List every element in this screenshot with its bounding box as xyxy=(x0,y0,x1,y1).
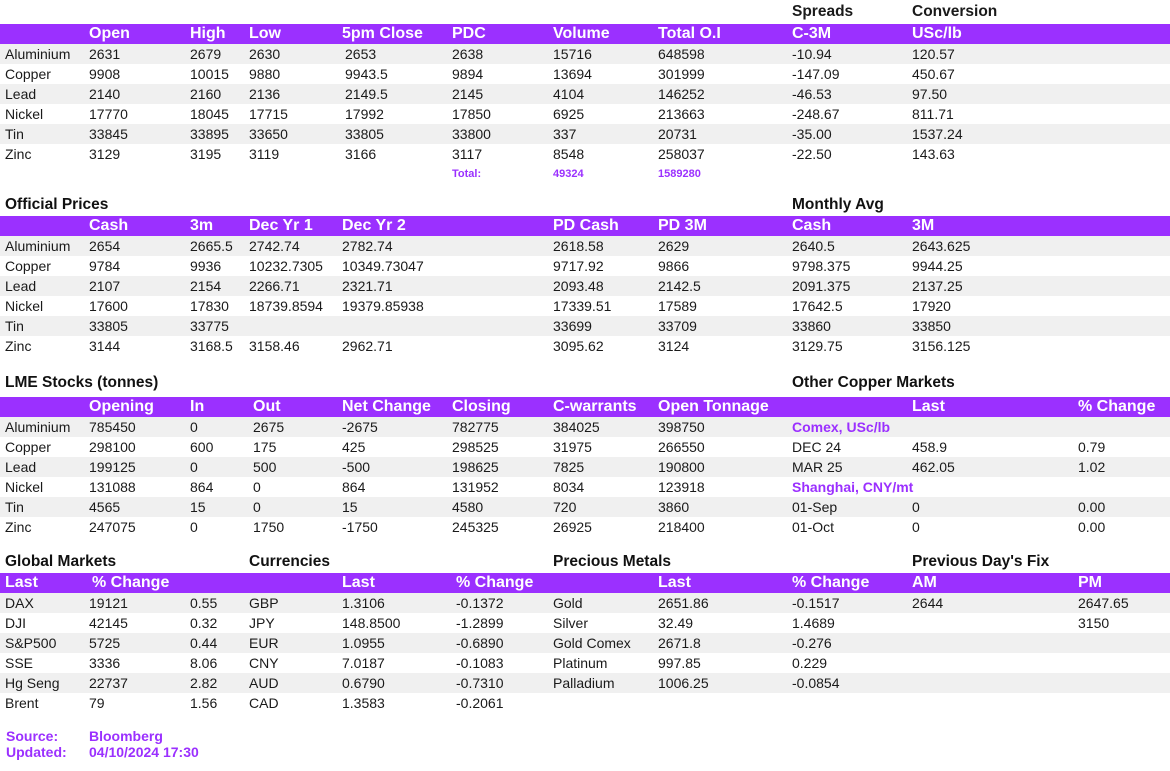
table-cell: 199125 xyxy=(89,459,136,475)
table-cell: 258037 xyxy=(658,146,705,162)
table-cell: 2644 xyxy=(912,595,944,611)
table-cell: 3144 xyxy=(89,338,121,354)
table-cell: 1750 xyxy=(253,519,285,535)
stocks-header-bar xyxy=(0,397,1170,417)
table-cell: 782775 xyxy=(452,419,499,435)
table-cell: 2742.74 xyxy=(249,238,300,254)
table-cell: 148.8500 xyxy=(342,615,401,631)
table-cell: JPY xyxy=(249,615,275,631)
table-cell: 0 xyxy=(912,499,920,515)
table-cell: 4565 xyxy=(89,499,121,515)
source-value: Bloomberg xyxy=(89,728,163,744)
table-cell: 9866 xyxy=(658,258,690,274)
table-cell: Zinc xyxy=(5,146,32,162)
table-cell: Hg Seng xyxy=(5,675,60,691)
table-cell: GBP xyxy=(249,595,279,611)
table-cell: 0.44 xyxy=(190,635,218,651)
table-cell: 17339.51 xyxy=(553,298,612,314)
table-cell: -22.50 xyxy=(792,146,832,162)
table-cell: 9943.5 xyxy=(345,66,388,82)
table-cell: 811.71 xyxy=(912,106,954,122)
col-header: Volume xyxy=(553,25,610,42)
col-header: % Change xyxy=(792,574,870,591)
table-cell: 97.50 xyxy=(912,86,948,102)
total-label: Total: xyxy=(452,168,482,180)
col-header: Low xyxy=(249,25,281,42)
table-cell: 2154 xyxy=(190,278,222,294)
table-cell: 2651.86 xyxy=(658,595,709,611)
table-cell: 3124 xyxy=(658,338,690,354)
row-stripe xyxy=(0,497,1170,517)
table-cell: 384025 xyxy=(553,419,600,435)
table-cell: 2671.8 xyxy=(658,635,701,651)
table-cell: CNY xyxy=(249,655,279,671)
col-header: PD 3M xyxy=(658,217,707,234)
table-cell: 33850 xyxy=(912,318,951,334)
table-cell: 2640.5 xyxy=(792,238,835,254)
table-cell: -0.1517 xyxy=(792,595,840,611)
table-cell: 1.0955 xyxy=(342,635,385,651)
col-header: In xyxy=(190,398,205,415)
table-cell: 0.79 xyxy=(1078,439,1106,455)
table-cell: Tin xyxy=(5,499,24,515)
table-cell: 2647.65 xyxy=(1078,595,1129,611)
col-header: Last xyxy=(342,574,375,591)
col-header: % Change xyxy=(1078,398,1156,415)
table-cell: Silver xyxy=(553,615,589,631)
table-cell: Aluminium xyxy=(5,46,71,62)
table-cell: 3166 xyxy=(345,146,377,162)
currencies-title: Currencies xyxy=(249,553,330,570)
table-cell: 15716 xyxy=(553,46,592,62)
global-markets-title: Global Markets xyxy=(5,553,117,570)
table-cell: 198625 xyxy=(452,459,499,475)
table-cell: 0.00 xyxy=(1078,519,1106,535)
precious-metals-title: Precious Metals xyxy=(553,553,672,570)
table-cell: 33860 xyxy=(792,318,831,334)
table-cell: Palladium xyxy=(553,675,615,691)
table-cell: Lead xyxy=(5,459,37,475)
total-oi: 1589280 xyxy=(658,168,701,180)
table-cell: -0.2061 xyxy=(456,695,504,711)
table-cell: 3195 xyxy=(190,146,222,162)
col-header: Last xyxy=(5,574,38,591)
table-cell: 143.63 xyxy=(912,146,955,162)
table-cell: 8.06 xyxy=(190,655,218,671)
table-cell: -0.276 xyxy=(792,635,832,651)
col-header: Cash xyxy=(89,217,129,234)
table-cell: DAX xyxy=(5,595,34,611)
table-cell: -2675 xyxy=(342,419,378,435)
table-cell: 1537.24 xyxy=(912,126,963,142)
table-cell: 2136 xyxy=(249,86,281,102)
table-cell: 9784 xyxy=(89,258,121,274)
table-cell: 2629 xyxy=(658,238,690,254)
row-stripe xyxy=(0,124,1170,144)
table-cell: 2782.74 xyxy=(342,238,393,254)
table-cell: 2630 xyxy=(249,46,281,62)
table-cell: 2654 xyxy=(89,238,121,254)
table-cell: DEC 24 xyxy=(792,439,842,455)
table-cell: 33805 xyxy=(345,126,384,142)
table-cell: 462.05 xyxy=(912,459,955,475)
table-cell: 9880 xyxy=(249,66,281,82)
col-header: PD Cash xyxy=(553,217,619,234)
table-cell: 266550 xyxy=(658,439,705,455)
table-cell: 3129.75 xyxy=(792,338,843,354)
table-cell: 0 xyxy=(190,519,198,535)
col-header: Out xyxy=(253,398,281,415)
table-cell: 0.229 xyxy=(792,655,828,671)
col-header: Open xyxy=(89,25,130,42)
table-cell: 9798.375 xyxy=(792,258,851,274)
table-cell: 0 xyxy=(190,459,198,475)
global-header-bar xyxy=(0,573,1170,593)
table-cell: 0.55 xyxy=(190,595,218,611)
table-cell: 131952 xyxy=(452,479,499,495)
table-cell: 131088 xyxy=(89,479,136,495)
other-copper-title: Other Copper Markets xyxy=(792,374,955,391)
total-volume: 49324 xyxy=(553,168,584,180)
table-cell: 17715 xyxy=(249,106,288,122)
table-cell: 213663 xyxy=(658,106,705,122)
col-header: Last xyxy=(912,398,945,415)
table-cell: MAR 25 xyxy=(792,459,843,475)
col-header: Open Tonnage xyxy=(658,398,769,415)
table-cell: -1750 xyxy=(342,519,378,535)
table-cell: -0.1372 xyxy=(456,595,504,611)
table-cell: 864 xyxy=(342,479,366,495)
table-cell: 1006.25 xyxy=(658,675,709,691)
table-cell: DJI xyxy=(5,615,26,631)
table-cell: 19121 xyxy=(89,595,128,611)
table-cell: Copper xyxy=(5,66,51,82)
table-cell: -500 xyxy=(342,459,371,475)
table-cell: 20731 xyxy=(658,126,697,142)
col-header: 3m xyxy=(190,217,214,234)
table-cell: 2266.71 xyxy=(249,278,300,294)
table-cell: S&P500 xyxy=(5,635,57,651)
table-cell: 3150 xyxy=(1078,615,1110,631)
table-cell: 864 xyxy=(190,479,214,495)
table-cell: 17830 xyxy=(190,298,229,314)
table-cell: 33845 xyxy=(89,126,128,142)
col-header: C-warrants xyxy=(553,398,637,415)
table-cell: Nickel xyxy=(5,479,44,495)
col-header: AM xyxy=(912,574,937,591)
table-cell: 26925 xyxy=(553,519,592,535)
table-cell: Zinc xyxy=(5,519,32,535)
table-cell: -248.67 xyxy=(792,106,840,122)
table-cell: Nickel xyxy=(5,106,44,122)
table-cell: 2.82 xyxy=(190,675,218,691)
conversion-heading: Conversion xyxy=(912,3,998,20)
table-cell: Zinc xyxy=(5,338,32,354)
table-cell: EUR xyxy=(249,635,279,651)
table-cell: 8034 xyxy=(553,479,585,495)
table-cell: 3117 xyxy=(452,146,483,162)
table-cell: 9944.25 xyxy=(912,258,963,274)
table-cell: 33895 xyxy=(190,126,229,142)
table-cell: 17992 xyxy=(345,106,384,122)
previous-fix-title: Previous Day's Fix xyxy=(912,553,1050,570)
table-cell: 146252 xyxy=(658,86,705,102)
table-cell: 2618.58 xyxy=(553,238,604,254)
table-cell: 79 xyxy=(89,695,105,711)
col-header: Total O.I xyxy=(658,25,721,42)
table-cell: 247075 xyxy=(89,519,136,535)
table-cell: 3119 xyxy=(249,146,280,162)
table-cell: 997.85 xyxy=(658,655,701,671)
table-cell: 2140 xyxy=(89,86,121,102)
table-cell: 1.3583 xyxy=(342,695,385,711)
row-stripe xyxy=(0,84,1170,104)
table-cell: Aluminium xyxy=(5,238,71,254)
source-label: Source: xyxy=(6,728,59,744)
table-cell: 2638 xyxy=(452,46,484,62)
table-cell: 33800 xyxy=(452,126,491,142)
table-cell: 2142.5 xyxy=(658,278,701,294)
table-cell: 2653 xyxy=(345,46,377,62)
col-header: 5pm Close xyxy=(342,25,423,42)
table-cell: 0 xyxy=(253,479,261,495)
table-cell: 2679 xyxy=(190,46,222,62)
table-cell: 600 xyxy=(190,439,214,455)
table-cell: 785450 xyxy=(89,419,136,435)
table-cell: 425 xyxy=(342,439,366,455)
table-cell: 2643.625 xyxy=(912,238,971,254)
table-cell: 298525 xyxy=(452,439,499,455)
table-cell: 2091.375 xyxy=(792,278,851,294)
table-cell: 3095.62 xyxy=(553,338,604,354)
table-cell: 3158.46 xyxy=(249,338,300,354)
table-cell: 4104 xyxy=(553,86,585,102)
table-cell: 2665.5 xyxy=(190,238,233,254)
table-cell: 2149.5 xyxy=(345,86,388,102)
prices-header-bar xyxy=(0,24,1170,44)
table-cell: 18045 xyxy=(190,106,229,122)
table-cell: 1.3106 xyxy=(342,595,385,611)
table-cell: Comex, USc/lb xyxy=(792,419,891,435)
col-header: PM xyxy=(1078,574,1102,591)
table-cell: 2962.71 xyxy=(342,338,393,354)
table-cell: Gold xyxy=(553,595,583,611)
table-cell: 298100 xyxy=(89,439,136,455)
table-cell: Copper xyxy=(5,258,51,274)
table-cell: 33805 xyxy=(89,318,128,334)
col-header: Dec Yr 1 xyxy=(249,217,313,234)
table-cell: 337 xyxy=(553,126,577,142)
table-cell: 2321.71 xyxy=(342,278,393,294)
table-cell: Shanghai, CNY/mt xyxy=(792,479,914,495)
table-cell: 0.6790 xyxy=(342,675,385,691)
table-cell: 33650 xyxy=(249,126,288,142)
table-cell: -0.1083 xyxy=(456,655,504,671)
table-cell: 17920 xyxy=(912,298,951,314)
col-header: C-3M xyxy=(792,25,832,42)
col-header: PDC xyxy=(452,25,486,42)
table-cell: 8548 xyxy=(553,146,585,162)
table-cell: 17770 xyxy=(89,106,128,122)
table-cell: 175 xyxy=(253,439,277,455)
table-cell: 0 xyxy=(912,519,920,535)
table-cell: 5725 xyxy=(89,635,121,651)
table-cell: Brent xyxy=(5,695,39,711)
table-cell: 15 xyxy=(342,499,358,515)
table-cell: 32.49 xyxy=(658,615,694,631)
table-cell: 10015 xyxy=(190,66,229,82)
table-cell: 398750 xyxy=(658,419,705,435)
col-header: Closing xyxy=(452,398,511,415)
table-cell: 17642.5 xyxy=(792,298,843,314)
col-header: Net Change xyxy=(342,398,431,415)
table-cell: 15 xyxy=(190,499,206,515)
table-cell: 2675 xyxy=(253,419,285,435)
table-cell: CAD xyxy=(249,695,279,711)
table-cell: 17600 xyxy=(89,298,128,314)
row-stripe xyxy=(0,457,1170,477)
table-cell: 1.56 xyxy=(190,695,218,711)
table-cell: -10.94 xyxy=(792,46,832,62)
table-cell: 31975 xyxy=(553,439,592,455)
table-cell: Gold Comex xyxy=(553,635,631,651)
table-cell: 3860 xyxy=(658,499,690,515)
table-cell: 33709 xyxy=(658,318,697,334)
monthly-avg-title: Monthly Avg xyxy=(792,196,884,213)
table-cell: Platinum xyxy=(553,655,608,671)
col-header: % Change xyxy=(456,574,534,591)
table-cell: 450.67 xyxy=(912,66,955,82)
col-header: USc/lb xyxy=(912,25,962,42)
table-cell: 7825 xyxy=(553,459,585,475)
table-cell: 18739.8594 xyxy=(249,298,323,314)
table-cell: 3168.5 xyxy=(190,338,233,354)
spreads-heading: Spreads xyxy=(792,3,854,20)
table-cell: 0.00 xyxy=(1078,499,1106,515)
table-cell: 2145 xyxy=(452,86,484,102)
col-header: Dec Yr 2 xyxy=(342,217,406,234)
table-cell: Tin xyxy=(5,318,24,334)
table-cell: Copper xyxy=(5,439,51,455)
table-cell: 2107 xyxy=(89,278,121,294)
table-cell: 42145 xyxy=(89,615,128,631)
table-cell: Tin xyxy=(5,126,24,142)
table-cell: 2137.25 xyxy=(912,278,963,294)
table-cell: -147.09 xyxy=(792,66,840,82)
table-cell: 6925 xyxy=(553,106,585,122)
table-cell: 0.32 xyxy=(190,615,218,631)
table-cell: 17850 xyxy=(452,106,491,122)
table-cell: Lead xyxy=(5,278,37,294)
table-cell: 458.9 xyxy=(912,439,948,455)
col-header: 3M xyxy=(912,217,935,234)
table-cell: 9936 xyxy=(190,258,222,274)
col-header: Last xyxy=(658,574,691,591)
col-header: % Change xyxy=(92,574,170,591)
table-cell: 10349.73047 xyxy=(342,258,424,274)
table-cell: 3336 xyxy=(89,655,121,671)
table-cell: 9894 xyxy=(452,66,484,82)
official-header-bar xyxy=(0,216,1170,236)
table-cell: 245325 xyxy=(452,519,499,535)
table-cell: 120.57 xyxy=(912,46,955,62)
table-cell: 17589 xyxy=(658,298,697,314)
table-cell: 190800 xyxy=(658,459,705,475)
table-cell: AUD xyxy=(249,675,279,691)
table-cell: Lead xyxy=(5,86,37,102)
table-cell: 9908 xyxy=(89,66,121,82)
col-header: Opening xyxy=(89,398,154,415)
official-prices-title: Official Prices xyxy=(5,196,109,213)
table-cell: 13694 xyxy=(553,66,592,82)
table-cell: -46.53 xyxy=(792,86,832,102)
table-cell: 33775 xyxy=(190,318,229,334)
table-cell: 3129 xyxy=(89,146,121,162)
table-cell: 22737 xyxy=(89,675,128,691)
table-cell: 9717.92 xyxy=(553,258,604,274)
table-cell: -1.2899 xyxy=(456,615,504,631)
lme-stocks-title: LME Stocks (tonnes) xyxy=(5,374,159,391)
table-cell: 0 xyxy=(190,419,198,435)
table-cell: 2160 xyxy=(190,86,222,102)
table-cell: 301999 xyxy=(658,66,705,82)
row-stripe xyxy=(0,593,1170,613)
table-cell: 01-Sep xyxy=(792,499,838,515)
table-cell: 2093.48 xyxy=(553,278,604,294)
table-cell: 2631 xyxy=(89,46,121,62)
table-cell: -0.7310 xyxy=(456,675,504,691)
col-header: High xyxy=(190,25,226,42)
table-cell: 1.4689 xyxy=(792,615,835,631)
table-cell: Aluminium xyxy=(5,419,71,435)
table-cell: 648598 xyxy=(658,46,705,62)
table-cell: 4580 xyxy=(452,499,484,515)
table-cell: 500 xyxy=(253,459,277,475)
table-cell: -0.6890 xyxy=(456,635,504,651)
table-cell: 1.02 xyxy=(1078,459,1106,475)
table-cell: 720 xyxy=(553,499,577,515)
table-cell: 33699 xyxy=(553,318,592,334)
table-cell: -35.00 xyxy=(792,126,832,142)
table-cell: 123918 xyxy=(658,479,705,495)
updated-value: 04/10/2024 17:30 xyxy=(89,744,199,760)
table-cell: 01-Oct xyxy=(792,519,835,535)
table-cell: SSE xyxy=(5,655,34,671)
table-cell: 3156.125 xyxy=(912,338,971,354)
updated-label: Updated: xyxy=(6,744,67,760)
table-cell: Nickel xyxy=(5,298,44,314)
table-cell: 218400 xyxy=(658,519,705,535)
table-cell: -0.0854 xyxy=(792,675,840,691)
table-cell: 7.0187 xyxy=(342,655,385,671)
table-cell: 19379.85938 xyxy=(342,298,424,314)
table-cell: 0 xyxy=(253,499,261,515)
table-cell: 10232.7305 xyxy=(249,258,323,274)
col-header: Cash xyxy=(792,217,832,234)
